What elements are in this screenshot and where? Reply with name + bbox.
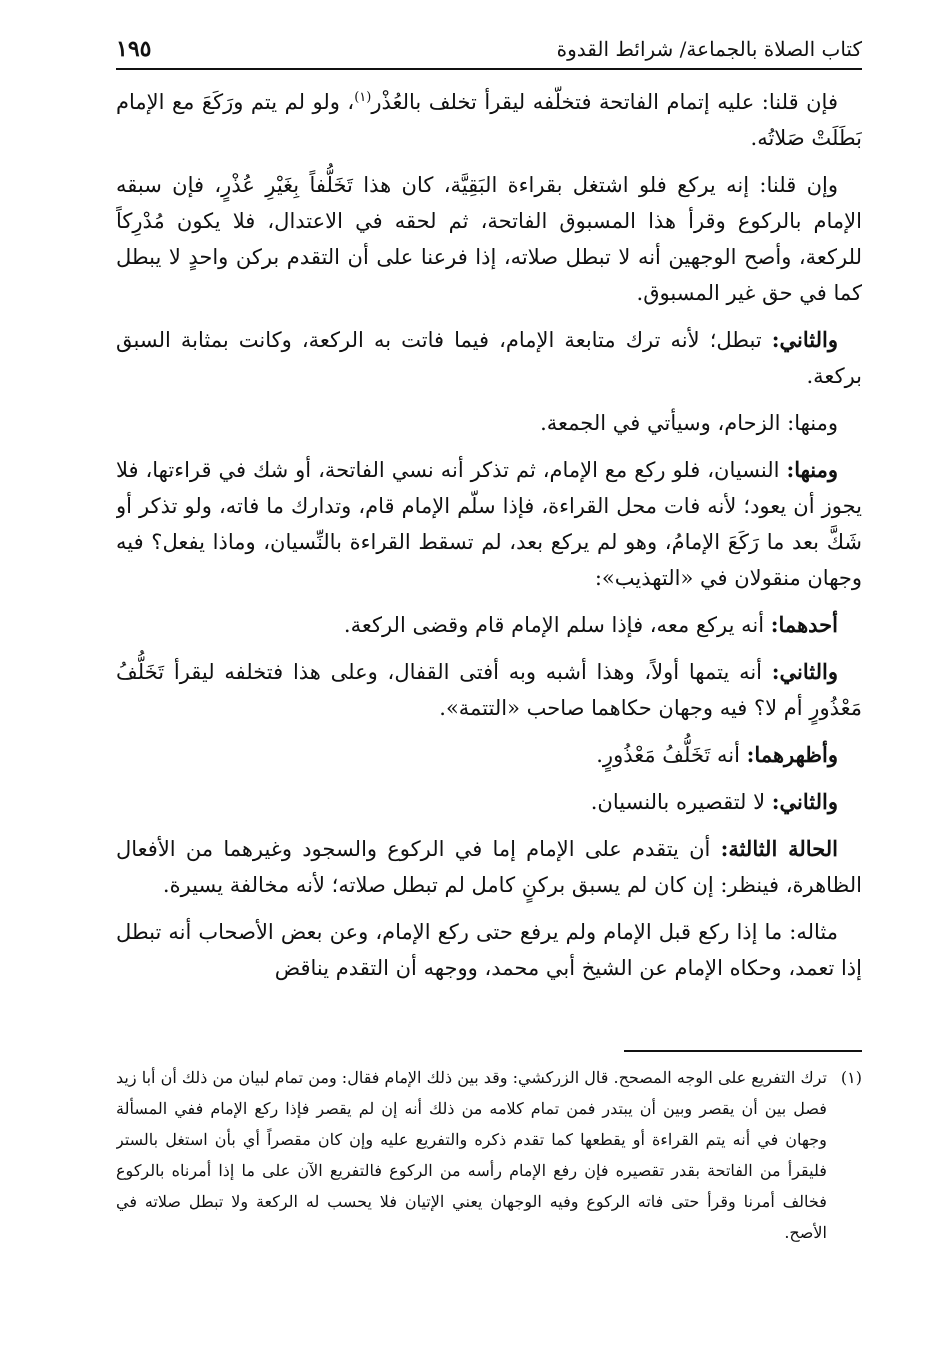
footnotes — [116, 1062, 862, 1274]
paragraph — [116, 452, 862, 596]
paragraph-text: أنه تَخَلُّفُ مَعْذُورٍ. — [596, 743, 747, 767]
paragraph — [116, 737, 862, 773]
footnote-text: ترك التفريع على الوجه المصحح. قال الزركشي: وقد بين ذلك الإمام فقال: ومن تمام لبيان من ذلك أن أبا زيد فصل بين أن يقصر وبين أن يبتدر فمن تمام كلامه من ذلك أنه إن لم يقصر فإذا ركع الإمام ففي المسألة وجهان في أنه يتم القراءة أو يقطعها كما تقدم ذكره والتفريع عليه وإن كان مقصراً أي بأن استغل بالستر فليقرأ من الفاتحة بقدر تقصيره فإن رفع الإمام رأسه من الركوع فالتفريع الآن على ما إذا أمرناه بالركوع فخالف أمرنا وقرأ حتى فاته الركوع وفيه الوجهان يعني الإتيان فلا يحسب له الركعة ولا تبطل صلاته في الأصح. — [116, 1068, 827, 1242]
running-title: كتاب الصلاة بالجماعة/ شرائط القدوة — [556, 37, 862, 61]
footnote — [116, 1062, 862, 1248]
paragraph-text: أنه يتمها أولاً، وهذا أشبه وبه أفتى القفال، وعلى هذا فتخلفه ليقرأ تَخَلُّفُ مَعْذُورٍ أم لا؟ فيه وجهان حكاهما صاحب «التتمة». — [116, 660, 862, 720]
paragraph — [116, 831, 862, 903]
page-header — [116, 30, 862, 70]
paragraph-text: مثاله: ما إذا ركع قبل الإمام ولم يرفع حتى ركع الإمام، وعن بعض الأصحاب أنه تبطل إذا تعمد، وحكاه الإمام عن الشيخ أبي محمد، ووجهه أن التقدم يناقض — [116, 920, 862, 980]
paragraph-lead: أحدهما: — [770, 612, 838, 637]
paragraph — [116, 607, 862, 643]
body-text — [116, 84, 862, 1032]
paragraph — [116, 914, 862, 986]
paragraph — [116, 322, 862, 394]
paragraph-text: أنه يركع معه، فإذا سلم الإمام قام وقضى الركعة. — [343, 613, 771, 637]
paragraph-text: ومنها: الزحام، وسيأتي في الجمعة. — [540, 411, 838, 435]
paragraph — [116, 784, 862, 820]
footnote-reference[interactable]: (١) — [354, 90, 372, 105]
paragraph-lead: والثاني: — [771, 789, 838, 814]
paragraph-text: تبطل؛ لأنه ترك متابعة الإمام، فيما فاتت به الركعة، وكانت بمثابة السبق بركعة. — [116, 328, 862, 388]
paragraph-text: وإن قلنا: إنه يركع فلو اشتغل بقراءة البَقِيَّة، كان هذا تَخَلُّفاً بِغَيْرِ عُذْرٍ، فإن سبقه الإمام بالركوع وقرأ هذا المسبوق الفاتحة، ثم لحقه في الاعتدال، فلا يكون مُدْرِكاً للركعة، وأصح الوجهين أنه لا تبطل صلاته، إذا فرعنا على أن التقدم بركن واحدٍ لا يبطل كما في حق غير المسبوق. — [116, 173, 862, 305]
paragraph-text: لا لتقصيره بالنسيان. — [590, 790, 772, 814]
paragraph-lead: والثاني: — [771, 659, 838, 684]
paragraph — [116, 84, 862, 156]
paragraph — [116, 405, 862, 441]
paragraph — [116, 654, 862, 726]
paragraph-lead: ومنها: — [786, 457, 838, 482]
paragraph-lead: والثاني: — [771, 327, 838, 352]
footnote-marker: (١) — [840, 1068, 862, 1087]
paragraph-lead: الحالة الثالثة: — [720, 836, 838, 861]
paragraph-text: فإن قلنا: عليه إتمام الفاتحة فتخلّفه ليقرأ تخلف بالعُذْر — [371, 90, 838, 114]
footnote-divider — [624, 1050, 862, 1052]
paragraph-text-tail: ، ولو لم يتم ورَكَعَ مع الإمام بَطَلَتْ صَلاتُه. — [116, 90, 862, 150]
page-number: ١٩٥ — [116, 36, 152, 62]
paragraph-text: أن يتقدم على الإمام إما في الركوع والسجود وغيرهما من الأفعال الظاهرة، فينظر: إن كان لم يسبق بركنٍ كامل لم تبطل صلاته؛ لأنه مخالفة يسيرة. — [116, 837, 862, 897]
paragraph-text: النسيان، فلو ركع مع الإمام، ثم تذكر أنه نسي الفاتحة، أو شك في قراءتها، فلا يجوز أن يعود؛ لأنه فات محل القراءة، فإذا سلّم الإمام قام، وتدارك ما فاته، ولو تذكر أو شَكَّ بعد ما رَكَعَ الإمامُ، وهو لم يركع بعد، لم تسقط القراءة بالنِّسيان، وماذا يفعل؟ فيه وجهان منقولان في «التهذيب»: — [116, 458, 862, 590]
paragraph — [116, 167, 862, 311]
paragraph-lead: وأظهرهما: — [746, 742, 838, 767]
